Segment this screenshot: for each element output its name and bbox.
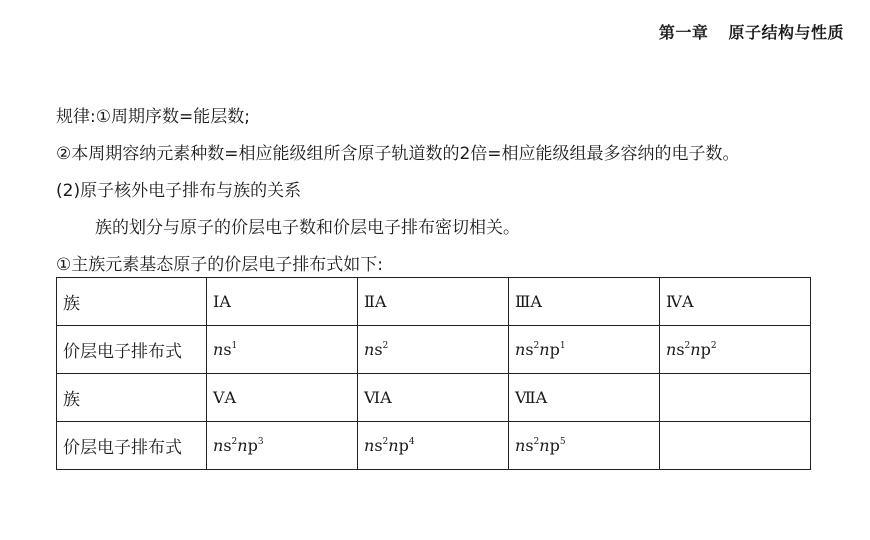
- group-cell: ⅥA: [358, 374, 509, 422]
- rule-line-1: 规律:①周期序数=能层数;: [56, 107, 250, 127]
- principal-quantum-n: n: [515, 340, 526, 359]
- s-electron-count: 2: [382, 341, 389, 351]
- principal-quantum-n: n: [666, 340, 677, 359]
- s-electron-count: 2: [533, 437, 540, 447]
- group-label-cell: 族: [57, 278, 207, 326]
- s-electron-count: 1: [231, 341, 238, 351]
- group-cell: ⅢA: [509, 278, 660, 326]
- rule-line-2: ②本周期容纳元素种数=相应能级组所含原子轨道数的2倍=相应能级组最多容纳的电子数。: [56, 144, 740, 164]
- orbital-s: s: [374, 436, 383, 455]
- electron-config-table: [56, 277, 811, 470]
- p-electron-count: 2: [710, 341, 717, 351]
- config-cell: [509, 422, 660, 470]
- s-electron-count: 2: [382, 437, 389, 447]
- table-row: [57, 278, 811, 326]
- config-cell: [660, 326, 811, 374]
- table-row: [57, 422, 811, 470]
- orbital-s: s: [525, 436, 534, 455]
- orbital-p: p: [549, 436, 560, 455]
- principal-quantum-n: n: [237, 436, 248, 455]
- orbital-s: s: [374, 340, 383, 359]
- orbital-p: p: [700, 340, 711, 359]
- chapter-header: [645, 20, 844, 43]
- principal-quantum-n: n: [690, 340, 701, 359]
- config-cell: [358, 326, 509, 374]
- empty-cell: [660, 422, 811, 470]
- group-cell: ⅣA: [660, 278, 811, 326]
- table-intro: ①主族元素基态原子的价层电子排布式如下:: [56, 255, 383, 275]
- principal-quantum-n: n: [364, 340, 375, 359]
- p-electron-count: 5: [559, 437, 566, 447]
- p-electron-count: 4: [408, 437, 415, 447]
- group-cell: ⅠA: [207, 278, 358, 326]
- principal-quantum-n: n: [364, 436, 375, 455]
- table-row: [57, 326, 811, 374]
- config-cell: [358, 422, 509, 470]
- config-cell: [509, 326, 660, 374]
- config-cell: [207, 326, 358, 374]
- principal-quantum-n: n: [213, 340, 224, 359]
- s-electron-count: 2: [684, 341, 691, 351]
- group-cell: ⅤA: [207, 374, 358, 422]
- principal-quantum-n: n: [213, 436, 224, 455]
- group-cell: ⅡA: [358, 278, 509, 326]
- orbital-s: s: [676, 340, 685, 359]
- config-cell: [207, 422, 358, 470]
- orbital-s: s: [223, 340, 232, 359]
- principal-quantum-n: n: [539, 436, 550, 455]
- group-cell: [660, 374, 811, 422]
- principal-quantum-n: n: [388, 436, 399, 455]
- p-electron-count: 3: [257, 437, 264, 447]
- section-heading: (2)原子核外电子排布与族的关系: [56, 181, 302, 201]
- orbital-p: p: [398, 436, 409, 455]
- table-row: [57, 374, 811, 422]
- paragraph-text: 族的划分与原子的价层电子数和价层电子排布密切相关。: [95, 218, 520, 238]
- config-label-cell: 价层电子排布式: [57, 422, 207, 470]
- principal-quantum-n: n: [539, 340, 550, 359]
- orbital-p: p: [247, 436, 258, 455]
- orbital-s: s: [525, 340, 534, 359]
- chapter-title: 原子结构与性质: [728, 23, 844, 42]
- group-label-cell: 族: [57, 374, 207, 422]
- group-cell: ⅦA: [509, 374, 660, 422]
- orbital-p: p: [549, 340, 560, 359]
- orbital-s: s: [223, 436, 232, 455]
- chapter-number: 第一章: [658, 23, 709, 42]
- principal-quantum-n: n: [515, 436, 526, 455]
- s-electron-count: 2: [231, 437, 238, 447]
- config-label-cell: 价层电子排布式: [57, 326, 207, 374]
- s-electron-count: 2: [533, 341, 540, 351]
- p-electron-count: 1: [559, 341, 566, 351]
